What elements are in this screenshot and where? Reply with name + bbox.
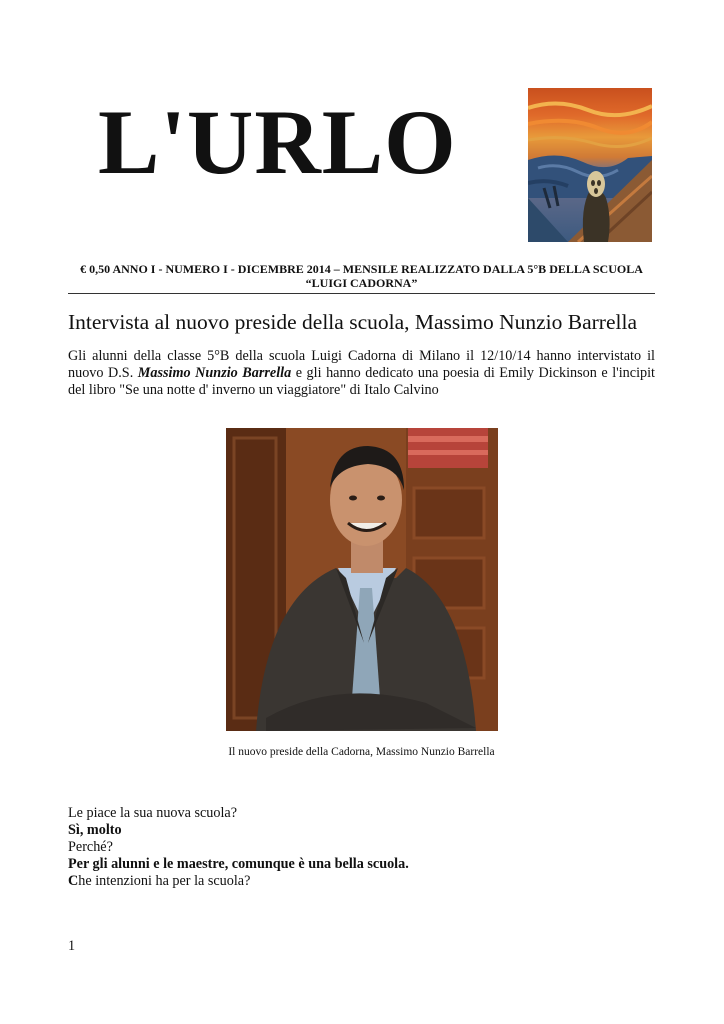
- answer-1: Sì, molto: [68, 822, 122, 838]
- page-number: 1: [68, 938, 76, 954]
- intro-principal-name: Massimo Nunzio Barrella: [137, 365, 292, 381]
- the-scream-painting: [528, 88, 652, 242]
- issue-info: [68, 262, 655, 290]
- question-2: Perché?: [68, 839, 113, 855]
- article-intro: [68, 348, 655, 399]
- newspaper-title: L'URLO: [98, 91, 457, 193]
- question-3: [68, 873, 655, 890]
- intro-text-end: e gli hanno dedicato una poesia di Emily Dickinson e l'incipit del libro "Se una notte d' inverno un viaggiatore" di Italo Calvino: [68, 365, 655, 398]
- issue-info-line-1: € 0,50 ANNO I - NUMERO I - DICEMBRE 2014 – MENSILE REALIZZATO DALLA 5°B DELLA SCUOLA: [80, 262, 643, 276]
- question-3-initial: C: [68, 873, 79, 889]
- question-1: Le piace la sua nuova scuola?: [68, 805, 237, 821]
- answer-2: Per gli alunni e le maestre, comunque è una bella scuola.: [68, 856, 409, 872]
- header-divider: [68, 293, 655, 294]
- question-3-text: he intenzioni ha per la scuola?: [78, 873, 251, 889]
- intro-text-start: Gli alunni della classe 5°B della scuola Luigi Cadorna di Milano il 12/10/14 hanno intervistato il nuovo D.S.: [68, 348, 655, 381]
- interview-qa: [68, 805, 655, 890]
- principal-photo: [226, 428, 498, 731]
- issue-info-line-2: “LUIGI CADORNA”: [305, 276, 418, 290]
- photo-caption: Il nuovo preside della Cadorna, Massimo Nunzio Barrella: [228, 746, 495, 758]
- article-headline: Intervista al nuovo preside della scuola, Massimo Nunzio Barrella: [68, 310, 637, 334]
